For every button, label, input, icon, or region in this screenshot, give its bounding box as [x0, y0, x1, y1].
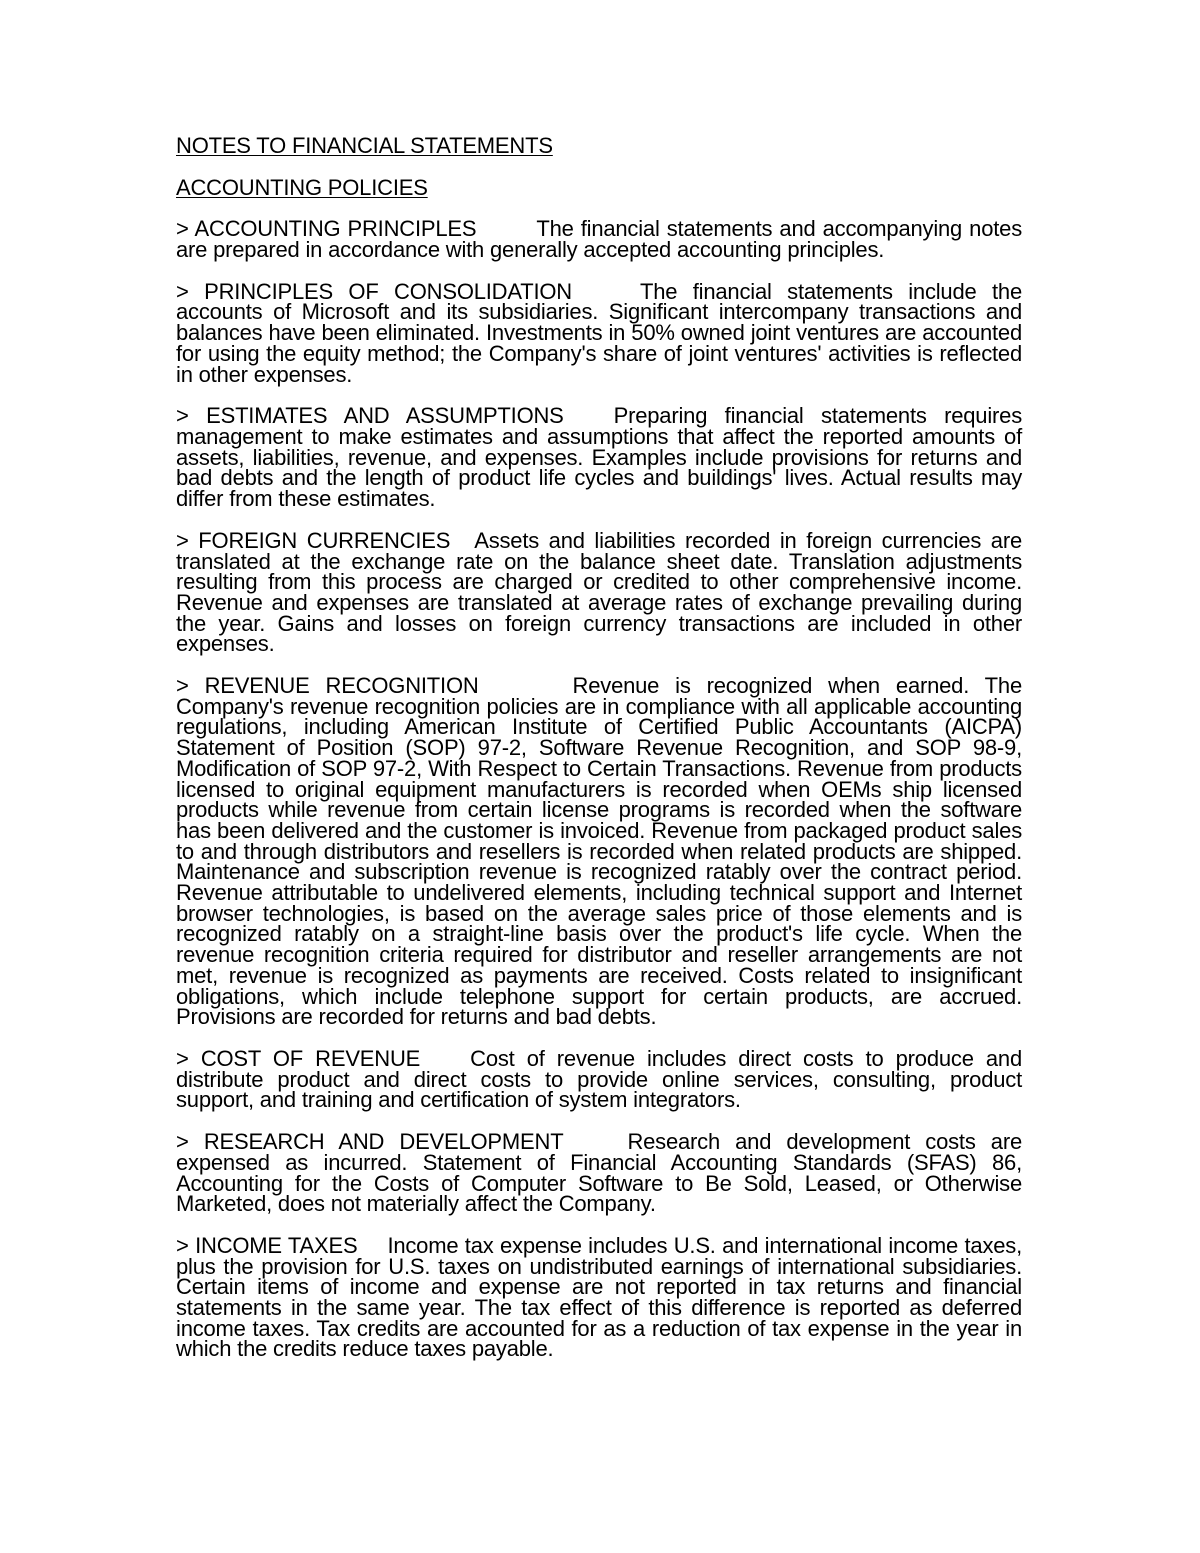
section-cost-of-revenue — [176, 1045, 1022, 1113]
section-revenue-recognition — [176, 673, 1022, 1030]
section-research-and-development — [176, 1129, 1022, 1217]
section-marker: > — [176, 403, 189, 429]
section-foreign-currencies — [176, 527, 1022, 657]
section-body: Revenue is recognized when earned. The Company's revenue recognition policies are in compliance with all applicable accounting regulations, including American Institute of Certified Public Accountants (AICPA) Statement of Position (SOP) 97-2, Software Revenue Recognition, and SOP 98-9, Modification of SOP 97-2, With Respect to Certain Transactions. Revenue from products licensed to original equipment manufacturers is recorded when OEMs ship licensed products while revenue from certain license programs is recorded when the software has been delivered and the customer is invoiced. Revenue from packaged product sales to and through distributors and resellers is recorded when related products are shipped. Maintenance and subscription revenue is recognized ratably over the contract period. Revenue attributable to undelivered elements, including technical support and Internet browser technologies, is based on the average sales price of those elements and is recognized ratably on a straight-line basis over the product's life cycle. When the revenue recognition criteria required for distributor and reseller arrangements are not met, revenue is recognized as payments are received. Costs related to insignificant obligations, which include telephone support for certain products, are accrued. Provisions are recorded for returns and bad debts. — [176, 673, 1022, 1030]
section-marker: > — [176, 673, 189, 699]
section-principles-of-consolidation — [176, 278, 1022, 387]
section-marker: > — [176, 278, 189, 304]
section-body: Income tax expense includes U.S. and international income taxes, plus the provision for U.S. taxes on undistributed earnings of international subsidiaries. Certain items of income and expense are not reported in tax returns and financial statements in the same year. The tax effect of this difference is reported as deferred income taxes. Tax credits are accounted for as a reduction of tax expense in the year in which the credits reduce taxes payable. — [176, 1232, 1023, 1362]
section-title: RESEARCH AND DEVELOPMENT — [203, 1129, 564, 1155]
section-title: ACCOUNTING PRINCIPLES — [194, 216, 477, 242]
section-title: FOREIGN CURRENCIES — [198, 527, 451, 553]
section-title: PRINCIPLES OF CONSOLIDATION — [204, 278, 572, 304]
section-marker: > — [176, 1129, 189, 1155]
section-estimates-and-assumptions — [176, 403, 1022, 512]
document-page — [176, 133, 1023, 1362]
section-marker: > — [176, 527, 189, 553]
section-body: Assets and liabilities recorded in foreign currencies are translated at the exchange rate on the balance sheet date. Translation adjustments resulting from this process are charged or credited to other comprehensive income. Revenue and expenses are translated at average rates of exchange prevailing during the year. Gains and losses on foreign currency transactions are included in other expenses. — [176, 527, 1022, 657]
section-body: Preparing financial statements requires management to make estimates and assumptions that affect the reported amounts of assets, liabilities, revenue, and expenses. Examples include provisions for returns and bad debts and the length of product life cycles and buildings' lives. Actual results may differ from these estimates. — [176, 403, 1022, 512]
section-marker: > — [176, 1232, 189, 1258]
section-title: COST OF REVENUE — [200, 1045, 421, 1071]
section-body: Research and development costs are expensed as incurred. Statement of Financial Accounting Standards (SFAS) 86, Accounting for the Costs of Computer Software to Be Sold, Leased, or Otherwise Marketed, does not materially affect the Company. — [176, 1129, 1022, 1217]
document-subheading: ACCOUNTING POLICIES — [176, 174, 428, 200]
section-body: Cost of revenue includes direct costs to produce and distribute product and direct costs to provide online services, consulting, product support, and training and certification of system integrators. — [176, 1045, 1022, 1113]
section-title: REVENUE RECOGNITION — [204, 673, 479, 699]
section-body: The financial statements include the accounts of Microsoft and its subsidiaries. Significant intercompany transactions and balances have been eliminated. Investments in 50% owned joint ventures are accounted for using the equity method; the Company's share of joint ventures' activities is reflected in other expenses. — [176, 278, 1022, 387]
section-accounting-principles — [176, 216, 1022, 263]
document-heading: NOTES TO FINANCIAL STATEMENTS — [176, 133, 553, 158]
section-marker: > — [176, 216, 189, 242]
section-marker: > — [176, 1045, 189, 1071]
section-title: INCOME TAXES — [195, 1232, 358, 1258]
section-body: The financial statements and accompanying notes are prepared in accordance with generally accepted accounting principles. — [176, 216, 1022, 263]
section-title: ESTIMATES AND ASSUMPTIONS — [206, 403, 564, 429]
section-income-taxes — [176, 1232, 1023, 1362]
